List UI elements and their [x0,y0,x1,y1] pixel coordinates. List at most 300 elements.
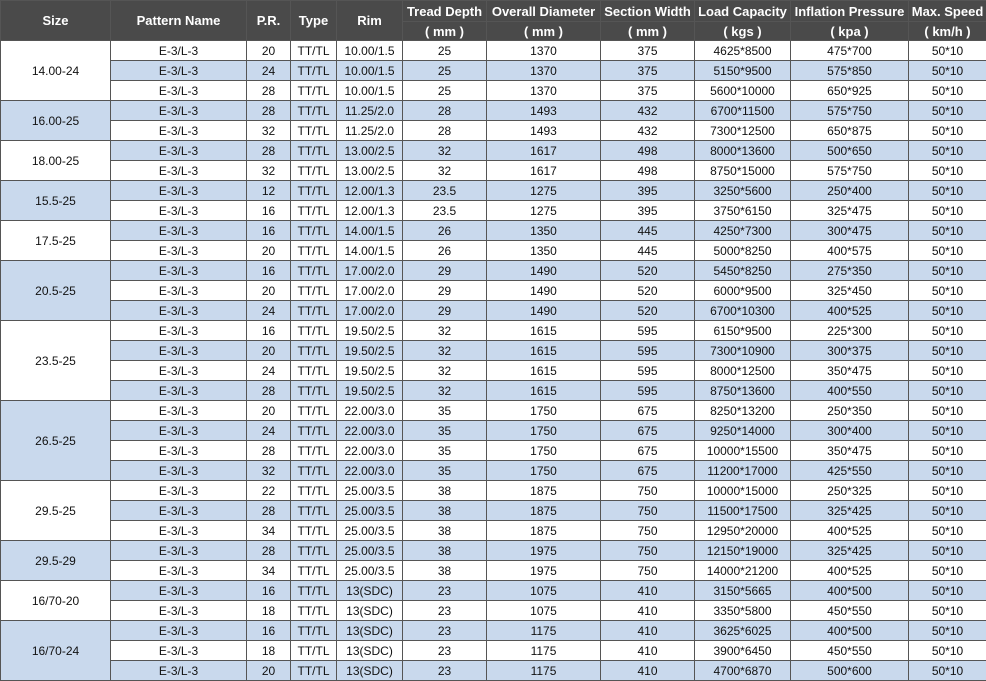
load-capacity-cell: 7300*12500 [695,121,791,141]
overall-diameter-cell: 1750 [487,401,601,421]
size-cell: 18.00-25 [1,141,111,181]
overall-diameter-cell: 1750 [487,461,601,481]
load-capacity-cell: 8000*13600 [695,141,791,161]
ply-rating-cell: 24 [247,301,291,321]
inflation-pressure-cell: 350*475 [791,441,909,461]
pattern-name-cell: E-3/L-3 [111,661,247,681]
inflation-pressure-cell: 400*575 [791,241,909,261]
pattern-name-cell: E-3/L-3 [111,201,247,221]
ply-rating-cell: 24 [247,61,291,81]
type-cell: TT/TL [291,361,337,381]
tread-depth-cell: 35 [403,441,487,461]
load-capacity-cell: 12150*19000 [695,541,791,561]
inflation-pressure-cell: 450*550 [791,641,909,661]
section-width-cell: 498 [601,141,695,161]
overall-diameter-cell: 1615 [487,321,601,341]
pattern-name-cell: E-3/L-3 [111,181,247,201]
overall-diameter-cell: 1370 [487,81,601,101]
overall-diameter-cell: 1617 [487,161,601,181]
pattern-name-cell: E-3/L-3 [111,401,247,421]
table-row [1,81,986,101]
inflation-pressure-cell: 250*350 [791,401,909,421]
ply-rating-cell: 16 [247,321,291,341]
tread-depth-cell: 28 [403,121,487,141]
section-width-cell: 595 [601,381,695,401]
load-capacity-cell: 4700*6870 [695,661,791,681]
section-width-cell: 410 [601,621,695,641]
max-speed-cell: 50*10 [909,141,986,161]
rim-cell: 13(SDC) [337,641,403,661]
load-capacity-cell: 3350*5800 [695,601,791,621]
max-speed-cell: 50*10 [909,501,986,521]
overall-diameter-cell: 1275 [487,201,601,221]
ply-rating-cell: 12 [247,181,291,201]
table-row [1,441,986,461]
table-row [1,641,986,661]
rim-cell: 17.00/2.0 [337,281,403,301]
ply-rating-cell: 20 [247,241,291,261]
section-width-cell: 410 [601,581,695,601]
overall-diameter-cell: 1493 [487,121,601,141]
type-cell: TT/TL [291,601,337,621]
load-capacity-cell: 6000*9500 [695,281,791,301]
type-cell: TT/TL [291,301,337,321]
max-speed-cell: 50*10 [909,481,986,501]
max-speed-cell: 50*10 [909,661,986,681]
max-speed-cell: 50*10 [909,461,986,481]
tread-depth-cell: 29 [403,281,487,301]
load-capacity-cell: 8250*13200 [695,401,791,421]
tread-depth-cell: 32 [403,361,487,381]
overall-diameter-cell: 1490 [487,281,601,301]
tread-depth-cell: 25 [403,61,487,81]
max-speed-cell: 50*10 [909,361,986,381]
max-speed-cell: 50*10 [909,521,986,541]
section-width-cell: 595 [601,321,695,341]
table-row [1,61,986,81]
overall-diameter-cell: 1615 [487,341,601,361]
size-cell: 17.5-25 [1,221,111,261]
max-speed-cell: 50*10 [909,201,986,221]
max-speed-cell: 50*10 [909,301,986,321]
pattern-name-cell: E-3/L-3 [111,461,247,481]
overall-diameter-cell: 1490 [487,301,601,321]
inflation-pressure-cell: 425*550 [791,461,909,481]
ply-rating-cell: 20 [247,661,291,681]
rim-cell: 22.00/3.0 [337,461,403,481]
size-cell: 16/70-20 [1,581,111,621]
rim-cell: 25.00/3.5 [337,521,403,541]
table-row [1,321,986,341]
overall-diameter-cell: 1370 [487,41,601,61]
table-row [1,661,986,681]
pattern-name-cell: E-3/L-3 [111,561,247,581]
tread-depth-cell: 26 [403,221,487,241]
pattern-name-cell: E-3/L-3 [111,221,247,241]
unit-load-capacity: ( kgs ) [695,22,791,41]
tread-depth-cell: 29 [403,301,487,321]
tread-depth-cell: 28 [403,101,487,121]
pattern-name-cell: E-3/L-3 [111,61,247,81]
rim-cell: 10.00/1.5 [337,81,403,101]
section-width-cell: 395 [601,181,695,201]
max-speed-cell: 50*10 [909,181,986,201]
tread-depth-cell: 23 [403,621,487,641]
header-section-width: Section Width [601,1,695,22]
table-row [1,341,986,361]
type-cell: TT/TL [291,661,337,681]
type-cell: TT/TL [291,41,337,61]
unit-tread-depth: ( mm ) [403,22,487,41]
section-width-cell: 432 [601,121,695,141]
pattern-name-cell: E-3/L-3 [111,521,247,541]
tread-depth-cell: 25 [403,41,487,61]
rim-cell: 22.00/3.0 [337,401,403,421]
unit-inflation-pressure: ( kpa ) [791,22,909,41]
max-speed-cell: 50*10 [909,241,986,261]
size-cell: 16/70-24 [1,621,111,681]
section-width-cell: 750 [601,541,695,561]
type-cell: TT/TL [291,421,337,441]
ply-rating-cell: 28 [247,101,291,121]
table-row [1,401,986,421]
ply-rating-cell: 20 [247,41,291,61]
rim-cell: 10.00/1.5 [337,61,403,81]
overall-diameter-cell: 1875 [487,501,601,521]
load-capacity-cell: 4250*7300 [695,221,791,241]
max-speed-cell: 50*10 [909,621,986,641]
inflation-pressure-cell: 350*475 [791,361,909,381]
table-row [1,281,986,301]
pattern-name-cell: E-3/L-3 [111,541,247,561]
max-speed-cell: 50*10 [909,381,986,401]
pattern-name-cell: E-3/L-3 [111,501,247,521]
max-speed-cell: 50*10 [909,161,986,181]
inflation-pressure-cell: 400*525 [791,301,909,321]
overall-diameter-cell: 1615 [487,381,601,401]
type-cell: TT/TL [291,261,337,281]
pattern-name-cell: E-3/L-3 [111,81,247,101]
ply-rating-cell: 28 [247,501,291,521]
type-cell: TT/TL [291,341,337,361]
type-cell: TT/TL [291,221,337,241]
size-cell: 26.5-25 [1,401,111,481]
size-cell: 16.00-25 [1,101,111,141]
section-width-cell: 410 [601,641,695,661]
ply-rating-cell: 24 [247,361,291,381]
rim-cell: 19.50/2.5 [337,381,403,401]
overall-diameter-cell: 1617 [487,141,601,161]
pattern-name-cell: E-3/L-3 [111,441,247,461]
section-width-cell: 520 [601,261,695,281]
section-width-cell: 432 [601,101,695,121]
tread-depth-cell: 23.5 [403,201,487,221]
load-capacity-cell: 10000*15500 [695,441,791,461]
table-row [1,301,986,321]
table-row [1,201,986,221]
tread-depth-cell: 35 [403,401,487,421]
size-cell: 14.00-24 [1,41,111,101]
ply-rating-cell: 28 [247,81,291,101]
table-row [1,601,986,621]
header-rim: Rim [337,1,403,41]
size-cell: 29.5-25 [1,481,111,541]
tread-depth-cell: 35 [403,421,487,441]
ply-rating-cell: 16 [247,221,291,241]
type-cell: TT/TL [291,121,337,141]
header-inflation-pressure: Inflation Pressure [791,1,909,22]
overall-diameter-cell: 1875 [487,521,601,541]
section-width-cell: 750 [601,501,695,521]
table-row [1,621,986,641]
header-max-speed: Max. Speed [909,1,986,22]
tread-depth-cell: 25 [403,81,487,101]
pattern-name-cell: E-3/L-3 [111,161,247,181]
max-speed-cell: 50*10 [909,61,986,81]
load-capacity-cell: 11500*17500 [695,501,791,521]
type-cell: TT/TL [291,141,337,161]
table-row [1,381,986,401]
tread-depth-cell: 38 [403,481,487,501]
load-capacity-cell: 12950*20000 [695,521,791,541]
ply-rating-cell: 16 [247,201,291,221]
tread-depth-cell: 32 [403,141,487,161]
ply-rating-cell: 20 [247,341,291,361]
rim-cell: 22.00/3.0 [337,421,403,441]
max-speed-cell: 50*10 [909,121,986,141]
header-overall-diameter: Overall Diameter [487,1,601,22]
table-row [1,581,986,601]
table-row [1,541,986,561]
section-width-cell: 750 [601,481,695,501]
pattern-name-cell: E-3/L-3 [111,361,247,381]
header-tread-depth: Tread Depth [403,1,487,22]
table-row [1,221,986,241]
section-width-cell: 375 [601,41,695,61]
rim-cell: 17.00/2.0 [337,301,403,321]
max-speed-cell: 50*10 [909,81,986,101]
section-width-cell: 595 [601,341,695,361]
size-cell: 15.5-25 [1,181,111,221]
section-width-cell: 445 [601,241,695,261]
load-capacity-cell: 8750*15000 [695,161,791,181]
inflation-pressure-cell: 300*375 [791,341,909,361]
overall-diameter-cell: 1750 [487,421,601,441]
ply-rating-cell: 34 [247,521,291,541]
load-capacity-cell: 14000*21200 [695,561,791,581]
ply-rating-cell: 16 [247,621,291,641]
overall-diameter-cell: 1075 [487,581,601,601]
pattern-name-cell: E-3/L-3 [111,101,247,121]
max-speed-cell: 50*10 [909,641,986,661]
rim-cell: 11.25/2.0 [337,101,403,121]
type-cell: TT/TL [291,541,337,561]
pattern-name-cell: E-3/L-3 [111,601,247,621]
inflation-pressure-cell: 325*425 [791,501,909,521]
type-cell: TT/TL [291,181,337,201]
section-width-cell: 375 [601,81,695,101]
inflation-pressure-cell: 400*550 [791,381,909,401]
load-capacity-cell: 4625*8500 [695,41,791,61]
load-capacity-cell: 6150*9500 [695,321,791,341]
rim-cell: 13(SDC) [337,601,403,621]
type-cell: TT/TL [291,621,337,641]
type-cell: TT/TL [291,581,337,601]
rim-cell: 13.00/2.5 [337,161,403,181]
rim-cell: 19.50/2.5 [337,341,403,361]
ply-rating-cell: 18 [247,641,291,661]
rim-cell: 12.00/1.3 [337,181,403,201]
tread-depth-cell: 38 [403,561,487,581]
overall-diameter-cell: 1750 [487,441,601,461]
tread-depth-cell: 38 [403,521,487,541]
inflation-pressure-cell: 400*500 [791,581,909,601]
size-cell: 20.5-25 [1,261,111,321]
load-capacity-cell: 3250*5600 [695,181,791,201]
type-cell: TT/TL [291,461,337,481]
inflation-pressure-cell: 400*525 [791,561,909,581]
tread-depth-cell: 23.5 [403,181,487,201]
type-cell: TT/TL [291,101,337,121]
ply-rating-cell: 22 [247,481,291,501]
table-row [1,121,986,141]
size-cell: 23.5-25 [1,321,111,401]
rim-cell: 11.25/2.0 [337,121,403,141]
load-capacity-cell: 8000*12500 [695,361,791,381]
rim-cell: 10.00/1.5 [337,41,403,61]
rim-cell: 25.00/3.5 [337,501,403,521]
tread-depth-cell: 23 [403,581,487,601]
load-capacity-cell: 3150*5665 [695,581,791,601]
ply-rating-cell: 28 [247,541,291,561]
inflation-pressure-cell: 650*925 [791,81,909,101]
max-speed-cell: 50*10 [909,441,986,461]
type-cell: TT/TL [291,401,337,421]
load-capacity-cell: 3750*6150 [695,201,791,221]
pattern-name-cell: E-3/L-3 [111,621,247,641]
inflation-pressure-cell: 650*875 [791,121,909,141]
tread-depth-cell: 38 [403,501,487,521]
tread-depth-cell: 32 [403,381,487,401]
overall-diameter-cell: 1975 [487,561,601,581]
pattern-name-cell: E-3/L-3 [111,41,247,61]
tread-depth-cell: 23 [403,641,487,661]
max-speed-cell: 50*10 [909,541,986,561]
inflation-pressure-cell: 475*700 [791,41,909,61]
type-cell: TT/TL [291,481,337,501]
load-capacity-cell: 9250*14000 [695,421,791,441]
table-row [1,141,986,161]
inflation-pressure-cell: 225*300 [791,321,909,341]
pattern-name-cell: E-3/L-3 [111,641,247,661]
section-width-cell: 675 [601,461,695,481]
header-load-capacity: Load Capacity [695,1,791,22]
size-cell: 29.5-29 [1,541,111,581]
type-cell: TT/TL [291,321,337,341]
max-speed-cell: 50*10 [909,221,986,241]
pattern-name-cell: E-3/L-3 [111,421,247,441]
load-capacity-cell: 10000*15000 [695,481,791,501]
rim-cell: 25.00/3.5 [337,541,403,561]
tread-depth-cell: 26 [403,241,487,261]
section-width-cell: 410 [601,661,695,681]
section-width-cell: 595 [601,361,695,381]
table-row [1,361,986,381]
table-row [1,481,986,501]
rim-cell: 17.00/2.0 [337,261,403,281]
inflation-pressure-cell: 400*525 [791,521,909,541]
type-cell: TT/TL [291,641,337,661]
overall-diameter-cell: 1975 [487,541,601,561]
rim-cell: 13(SDC) [337,621,403,641]
section-width-cell: 445 [601,221,695,241]
section-width-cell: 675 [601,401,695,421]
type-cell: TT/TL [291,281,337,301]
table-row [1,161,986,181]
pattern-name-cell: E-3/L-3 [111,261,247,281]
rim-cell: 22.00/3.0 [337,441,403,461]
inflation-pressure-cell: 275*350 [791,261,909,281]
inflation-pressure-cell: 250*400 [791,181,909,201]
overall-diameter-cell: 1875 [487,481,601,501]
unit-overall-diameter: ( mm ) [487,22,601,41]
ply-rating-cell: 28 [247,441,291,461]
pattern-name-cell: E-3/L-3 [111,321,247,341]
section-width-cell: 520 [601,301,695,321]
pattern-name-cell: E-3/L-3 [111,141,247,161]
overall-diameter-cell: 1615 [487,361,601,381]
inflation-pressure-cell: 400*500 [791,621,909,641]
load-capacity-cell: 3900*6450 [695,641,791,661]
max-speed-cell: 50*10 [909,41,986,61]
rim-cell: 13(SDC) [337,581,403,601]
type-cell: TT/TL [291,81,337,101]
load-capacity-cell: 11200*17000 [695,461,791,481]
max-speed-cell: 50*10 [909,341,986,361]
tread-depth-cell: 29 [403,261,487,281]
rim-cell: 19.50/2.5 [337,361,403,381]
rim-cell: 13.00/2.5 [337,141,403,161]
ply-rating-cell: 16 [247,261,291,281]
table-row [1,461,986,481]
pattern-name-cell: E-3/L-3 [111,121,247,141]
overall-diameter-cell: 1175 [487,641,601,661]
type-cell: TT/TL [291,201,337,221]
rim-cell: 25.00/3.5 [337,561,403,581]
table-row [1,261,986,281]
load-capacity-cell: 6700*10300 [695,301,791,321]
ply-rating-cell: 32 [247,121,291,141]
section-width-cell: 750 [601,521,695,541]
inflation-pressure-cell: 575*750 [791,161,909,181]
tread-depth-cell: 32 [403,321,487,341]
table-row [1,181,986,201]
tread-depth-cell: 38 [403,541,487,561]
pattern-name-cell: E-3/L-3 [111,481,247,501]
max-speed-cell: 50*10 [909,261,986,281]
inflation-pressure-cell: 450*550 [791,601,909,621]
inflation-pressure-cell: 300*400 [791,421,909,441]
table-row [1,561,986,581]
ply-rating-cell: 18 [247,601,291,621]
tread-depth-cell: 23 [403,601,487,621]
inflation-pressure-cell: 325*450 [791,281,909,301]
load-capacity-cell: 3625*6025 [695,621,791,641]
ply-rating-cell: 28 [247,381,291,401]
max-speed-cell: 50*10 [909,281,986,301]
max-speed-cell: 50*10 [909,321,986,341]
overall-diameter-cell: 1175 [487,621,601,641]
